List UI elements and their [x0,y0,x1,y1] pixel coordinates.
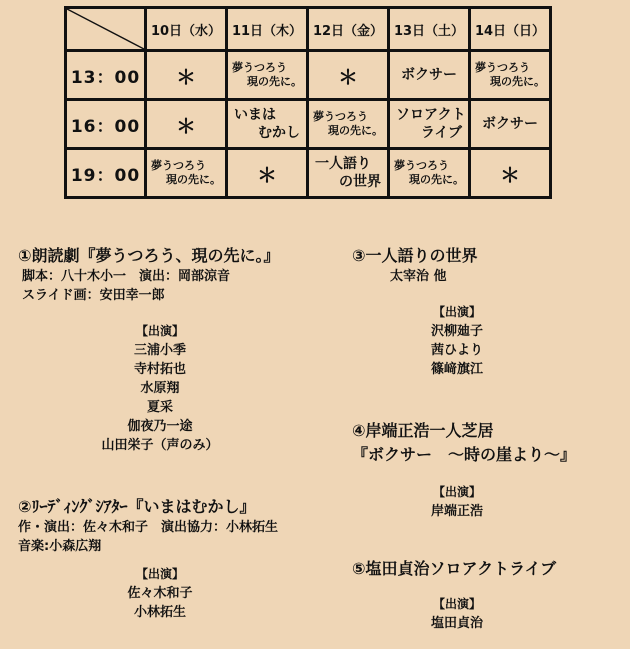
schedule-cell: ＊ [146,100,227,149]
cell-line: ソロアクト [396,107,466,123]
program-4 [352,418,576,465]
schedule-cell [470,51,551,100]
corner-cell [66,8,146,51]
schedule-cell: ボクサー [470,100,551,149]
cast-name: 篠﨑旗江 [430,362,483,377]
cast-label: 【出演】 [432,485,481,499]
cell-line: 夢うつろう [394,159,449,172]
cast-name: 岸端正浩 [430,504,483,519]
program-credit: 音楽:小森広翔 [18,539,102,554]
program-5 [352,556,556,579]
program-3 [352,243,478,286]
schedule-cell: ＊ [227,149,308,198]
cell-line: 現の先に。 [409,173,464,186]
schedule-row [66,100,551,149]
cell-line: いまは [234,107,276,123]
program-3-cast [372,303,542,379]
program-title: ⑤塩田貞治ソロアクトライブ [352,559,557,578]
cell-line: 現の先に。 [247,75,302,88]
diagonal-line [67,9,144,49]
cell-line: むかし [258,125,300,141]
schedule-cell [227,51,308,100]
program-title: ③一人語りの世界 [352,246,478,265]
schedule-cell: ＊ [146,51,227,100]
program-1 [18,243,280,305]
cast-name: 寺村拓也 [133,362,186,377]
program-credit: 太宰治 他 [390,269,447,284]
program-credit: 脚本：八十木小一 演出：岡部涼音 [22,269,231,284]
program-title: ①朗読劇『夢うつろう、現の先に。』 [18,246,280,265]
cast-name: 山田栄子（声のみ） [101,438,219,453]
program-title: ④岸端正浩一人芝居 [352,421,494,440]
cell-line: ライブ [420,125,462,141]
cast-label: 【出演】 [432,305,481,319]
program-title: ②ﾘｰﾃﾞｨﾝｸﾞｼｱﾀｰ『いまはむかし』 [18,497,256,516]
cast-name: 沢柳廸子 [430,324,483,339]
program-1-cast [60,322,260,455]
cell-line: 夢うつろう [232,61,287,74]
program-credit: スライド画：安田幸一郎 [22,288,165,303]
cell-line: 一人語り [315,156,371,172]
cell-line: 現の先に。 [490,75,545,88]
schedule-cell: ＊ [308,51,389,100]
cast-label: 【出演】 [432,597,481,611]
schedule-cell [389,149,470,198]
schedule-cell: ボクサー [389,51,470,100]
cell-line: 現の先に。 [166,173,221,186]
schedule-table [64,6,552,199]
time-cell: 16：00 [66,100,146,149]
cast-name: 水原翔 [140,381,180,396]
cell-line: の世界 [339,174,381,190]
day-header: 11日（木） [227,8,308,51]
schedule-cell [389,100,470,149]
day-header: 12日（金） [308,8,389,51]
cast-name: 茜ひより [430,343,483,358]
day-header: 14日（日） [470,8,551,51]
schedule-cell [308,100,389,149]
cast-name: 夏采 [146,400,173,415]
program-credit: 作・演出：佐々木和子 演出協力：小林拓生 [18,520,279,535]
schedule-row [66,51,551,100]
cast-name: 佐々木和子 [127,586,193,601]
program-subtitle: 『ボクサー ～時の崖より～』 [352,445,577,464]
cast-label: 【出演】 [135,567,184,581]
schedule-cell [227,100,308,149]
time-cell: 13：00 [66,51,146,100]
cell-line: 夢うつろう [151,159,206,172]
cast-name: 小林拓生 [133,605,186,620]
cast-name: 塩田貞治 [430,616,483,631]
program-2-cast [60,565,260,622]
schedule-cell [146,149,227,198]
day-header: 13日（土） [389,8,470,51]
program-4-cast [372,483,542,521]
cell-line: 夢うつろう [475,61,530,74]
cast-label: 【出演】 [135,324,184,338]
cast-name: 伽夜乃一途 [127,419,193,434]
program-2 [18,494,278,556]
schedule-cell: ＊ [470,149,551,198]
schedule-cell [308,149,389,198]
day-header: 10日（水） [146,8,227,51]
schedule-header-row [66,8,551,51]
time-cell: 19：00 [66,149,146,198]
schedule-row [66,149,551,198]
cast-name: 三浦小季 [133,343,186,358]
cell-line: 夢うつろう [313,110,368,123]
program-5-cast [372,595,542,633]
cell-line: 現の先に。 [328,124,383,137]
